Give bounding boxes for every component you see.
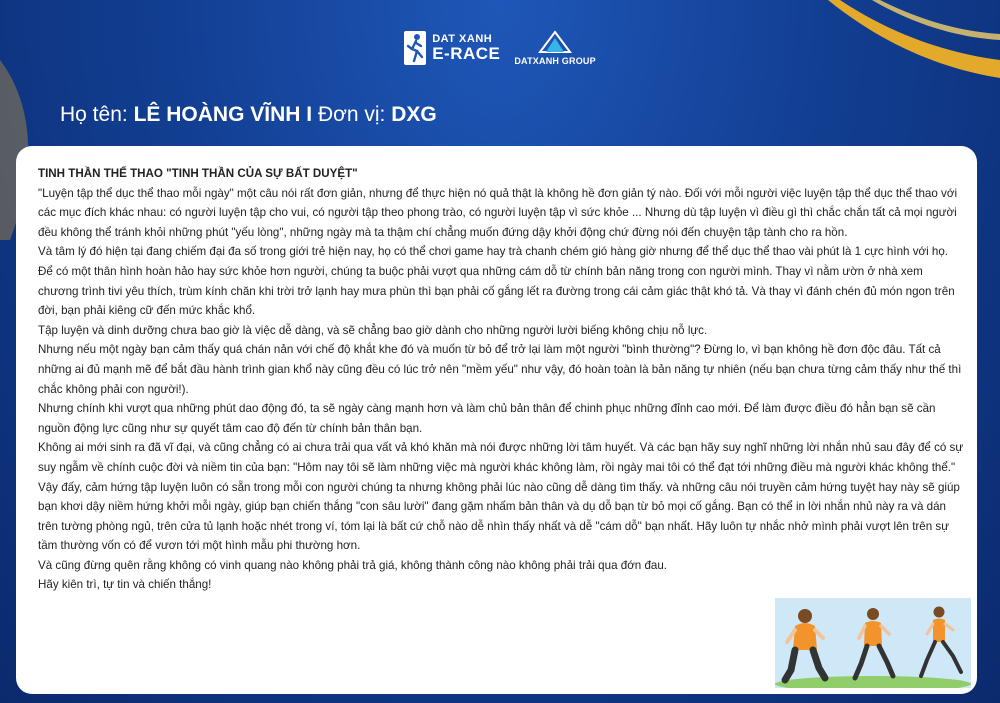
participant-name: LÊ HOÀNG VĨNH	[133, 103, 301, 126]
participant-line	[60, 103, 437, 127]
paragraph: Nhưng nếu một ngày bạn cảm thấy quá chán nản với chế độ khắt khe đó và muốn từ bỏ để trở lại làm một người "bình thường"? Đừng lo, vì bạn không hề đơn độc đâu. Tất cả những ai đủ mạnh mẽ để bắt đầu hành trình gian khổ này cũng đều có lúc trở nên "mềm yếu" như vậy, đó hoàn toàn là bản năng tự nhiên (nếu bạn chưa từng cảm thấy như thế thì chắc không phải con người!).	[38, 343, 962, 396]
runners-illustration	[775, 598, 971, 688]
separator: I	[306, 103, 313, 126]
paragraph: "Luyện tập thể dục thể thao mỗi ngày" một câu nói rất đơn giản, nhưng để thực hiện nó quả thật là không hề đơn giản tý nào. Đối với mỗi người việc luyện tập thể dục thể thao với các mục đích khác nhau: có người luyện tập cho vui, có người tập theo phong trào, có người luyện tập vì sức khỏe ... Nhưng dù tập luyện vì điều gì thì chắc chắn tất cả mọi người đều không thể tránh khỏi những phút "yếu lòng", những ngày mà ta thậm chí chẳng muốn đứng dậy khởi động chứ đừng nói đến chuyện tập tành cho ra hồn.	[38, 186, 958, 239]
paragraph: Hãy kiên trì, tự tin và chiến thắng!	[38, 578, 212, 592]
paragraph: Và tâm lý đó hiện tại đang chiếm đại đa số trong giới trẻ hiện nay, họ có thể chơi game hay trà chanh chém gió hàng giờ nhưng để thể dục thể thao vài phút là 1 cực hình với họ.	[38, 245, 949, 259]
header-logos	[0, 30, 1000, 66]
group-name: DATXANH GROUP	[514, 56, 596, 66]
article-body	[38, 164, 966, 595]
datxanh-group-logo	[514, 30, 595, 66]
paragraph: Vậy đấy, cảm hứng tập luyện luôn có sẵn trong mỗi con người chúng ta nhưng không phải lúc nào cũng dễ dàng tìm thấy. và những câu nói truyền cảm hứng tuyệt hay này sẽ giúp bạn khơi dậy niềm hứng khởi mỗi ngày, giúp bạn chiến thắng "con sâu lười" đang gặm nhấm bản thân và dụ dỗ bạn từ bỏ mọi cố gắng. Bạn có thể in lời nhắn nhủ này ra và dán trên tường phòng ngủ, trên cửa tủ lạnh hoặc nhét trong ví, tóm lại là bất cứ chỗ nào dễ nhìn thấy nhất và dễ "cám dỗ" bạn nhất. Hãy luôn tự nhắc nhở mình phải vượt lên trên sự tầm thường vốn có để vươn tới một hình mẫu phi thường hơn.	[38, 480, 960, 553]
name-label: Họ tên:	[60, 103, 128, 126]
paragraph: Nhưng chính khi vượt qua những phút dao động đó, ta sẽ ngày càng mạnh hơn và làm chủ bản thân để chinh phục những đỉnh cao mới. Để làm được điều đó hẳn bạn sẽ cần nguồn động lực cũng như sự quyết tâm cao độ đến từ chính bản thân bạn.	[38, 402, 936, 435]
article-card	[16, 146, 977, 694]
unit-value: DXG	[391, 103, 437, 126]
paragraph: Không ai mới sinh ra đã vĩ đại, và cũng chẳng có ai chưa trải qua vất vả khó khăn mà nói được những lời tâm huyết. Và các bạn hãy suy nghĩ những lời nhắn nhủ sau đây để có sự suy ngẫm về chính cuộc đời và niềm tin của bạn: "Hôm nay tôi sẽ làm những việc mà người khác không làm, rồi ngày mai tôi có thể đạt tới những điều mà người khác không thể."	[38, 441, 964, 474]
paragraph: Tập luyện và dinh dưỡng chưa bao giờ là việc dễ dàng, và sẽ chẳng bao giờ dành cho những người lười biếng không chịu nỗ lực.	[38, 323, 708, 337]
paragraph: Và cũng đừng quên rằng không có vinh quang nào không phải trả giá, không thành công nào không phải trải qua đớn đau.	[38, 558, 668, 572]
triangle-logo-icon	[538, 30, 572, 54]
runner-logo-icon	[404, 31, 426, 65]
brand-line-1: DAT XANH	[432, 33, 493, 45]
brand-line-2: E-RACE	[432, 44, 501, 63]
unit-label: Đơn vị:	[317, 103, 386, 126]
paragraph: Để có một thân hình hoàn hảo hay sức khỏe hơn người, chúng ta buộc phải vượt qua những cám dỗ từ chính bản năng trong con người mình. Thay vì nằm ườn ở nhà xem chương trình tivi yêu thích, trùm kính chăn khi trời trở lạnh hay mưa phùn thì bạn phải cố gắng lết ra đường trong cái cảm giác thật khó tả. Và thay vì đánh chén đủ món ngon trên đời, bạn phải kiêng cữ đến mức khắc khổ.	[38, 264, 955, 318]
erace-logo	[404, 31, 500, 65]
article-title: TINH THẦN THỂ THAO "TINH THẦN CỦA SỰ BẤT DUYỆT"	[38, 167, 358, 180]
